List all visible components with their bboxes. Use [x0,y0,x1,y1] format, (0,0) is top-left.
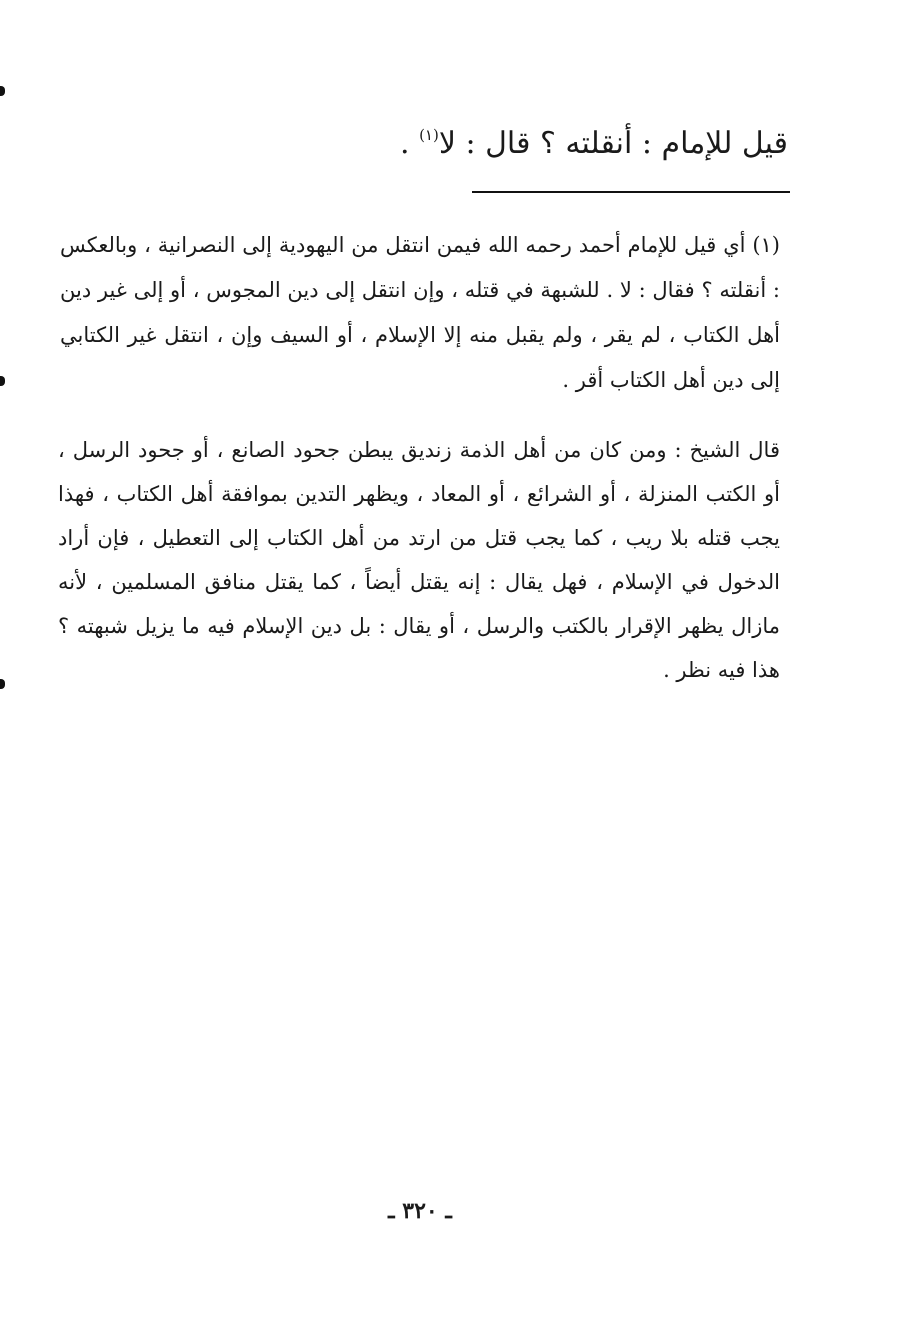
body-text: قال الشيخ : ومن كان من أهل الذمة زنديق يبطن جحود الصانع ، أو جحود الرسل ، أو الكتب المنزلة ، أو الشرائع ، أو المعاد ، ويظهر التدين بموافقة أهل الكتاب ، فهذا يجب قتله بلا ريب ، كما يجب قتل من ارتد من أهل الكتاب إلى التعطيل ، فإن أراد الدخول في الإسلام ، فهل يقال : إنه يقتل أيضاً ، كما يقتل منافق المسلمين ، لأنه مازال يظهر الإقرار بالكتب والرسل ، أو يقال : بل دين الإسلام فيه ما يزيل شبهته ؟ هذا فيه نظر . [58,438,780,682]
footnote-text: (١) أي قيل للإمام أحمد رحمه الله فيمن انتقل من اليهودية إلى النصرانية ، وبالعكس : أنقلته ؟ فقال : لا . للشبهة في قتله ، وإن انتقل إلى دين المجوس ، أو إلى غير دين أهل الكتاب ، لم يقر ، ولم يقبل منه إلا الإسلام ، أو السيف وإن ، انتقل غير الكتابي إلى دين أهل الكتاب أقر . [60,233,780,392]
scan-edge-mark [0,679,5,689]
page-number: ـ ٣٢٠ ـ [388,1198,452,1224]
footnote-reference[interactable]: (١) [419,126,439,144]
footnote-separator [472,191,790,193]
scan-edge-mark [0,376,5,386]
main-text-end-mark: . [399,126,420,161]
scan-edge-mark [0,86,5,96]
body-paragraph [58,428,780,692]
footnote [60,223,780,403]
main-text: قيل للإمام : أنقلته ؟ قال : لا [438,126,788,161]
main-text-line [360,120,788,168]
